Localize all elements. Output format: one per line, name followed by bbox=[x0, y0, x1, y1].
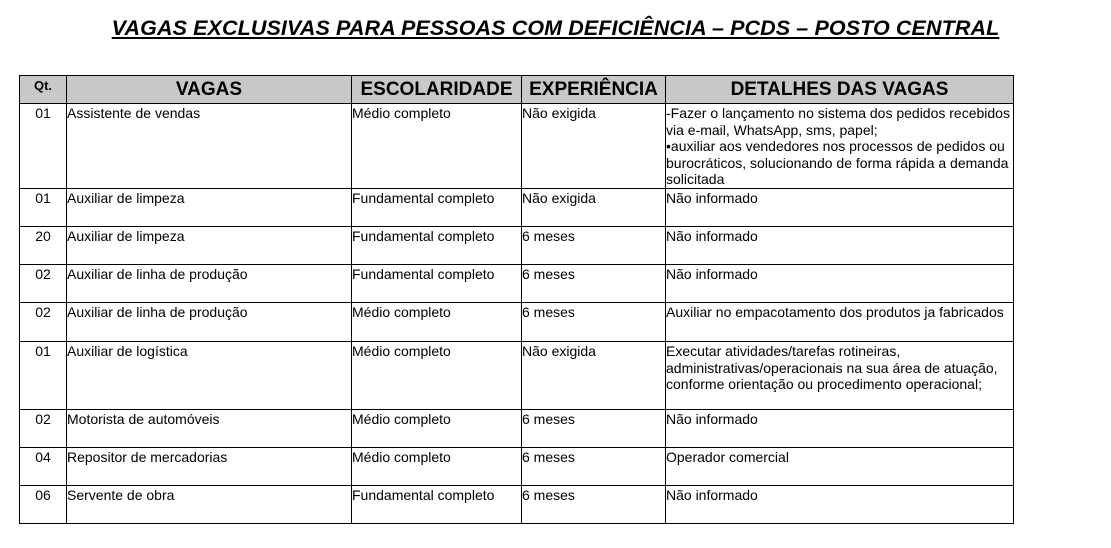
cell-escolaridade: Médio completo bbox=[352, 342, 522, 410]
cell-detalhes bbox=[666, 410, 1014, 448]
table-row bbox=[20, 265, 1014, 303]
cell-escolaridade: Médio completo bbox=[352, 104, 522, 189]
cell-escolaridade: Fundamental completo bbox=[352, 227, 522, 265]
header-row bbox=[20, 76, 1014, 104]
page-title: VAGAS EXCLUSIVAS PARA PESSOAS COM DEFICIÊNCIA – PCDS – POSTO CENTRAL bbox=[111, 16, 1000, 40]
header-experiencia: EXPERIÊNCIA bbox=[522, 76, 666, 104]
table-row bbox=[20, 303, 1014, 342]
cell-detalhes bbox=[666, 227, 1014, 265]
cell-qt: 02 bbox=[20, 303, 67, 342]
cell-escolaridade: Fundamental completo bbox=[352, 189, 522, 227]
table-header bbox=[20, 76, 1014, 104]
detalhes-line: •auxiliar aos vendedores nos processos de pedidos ou burocráticos, solucionando de forma rápida a demanda solicitada bbox=[666, 138, 1009, 188]
cell-qt: 02 bbox=[20, 265, 67, 303]
table-row bbox=[20, 448, 1014, 486]
cell-escolaridade: Fundamental completo bbox=[352, 265, 522, 303]
cell-detalhes bbox=[666, 448, 1014, 486]
cell-qt: 06 bbox=[20, 486, 67, 524]
cell-vaga: Servente de obra bbox=[67, 486, 352, 524]
cell-qt: 02 bbox=[20, 410, 67, 448]
header-vagas: VAGAS bbox=[67, 76, 352, 104]
cell-experiencia: Não exigida bbox=[522, 104, 666, 189]
cell-vaga: Auxiliar de linha de produção bbox=[67, 265, 352, 303]
cell-experiencia: 6 meses bbox=[522, 448, 666, 486]
header-escolaridade: ESCOLARIDADE bbox=[352, 76, 522, 104]
cell-vaga: Repositor de mercadorias bbox=[67, 448, 352, 486]
detalhes-line: Executar atividades/tarefas rotineiras, administrativas/operacionais na sua área de atuação, conforme orientação ou procedimento operacional; bbox=[666, 343, 998, 393]
table-row bbox=[20, 189, 1014, 227]
detalhes-line: Não informado bbox=[666, 190, 758, 206]
cell-experiencia: 6 meses bbox=[522, 227, 666, 265]
cell-qt: 01 bbox=[20, 189, 67, 227]
header-detalhes: DETALHES DAS VAGAS bbox=[666, 76, 1014, 104]
cell-detalhes bbox=[666, 189, 1014, 227]
table-row bbox=[20, 104, 1014, 189]
cell-vaga: Auxiliar de limpeza bbox=[67, 227, 352, 265]
cell-escolaridade: Fundamental completo bbox=[352, 486, 522, 524]
cell-experiencia: 6 meses bbox=[522, 265, 666, 303]
table-row bbox=[20, 486, 1014, 524]
detalhes-line: Não informado bbox=[666, 487, 758, 503]
cell-experiencia: Não exigida bbox=[522, 342, 666, 410]
cell-experiencia: 6 meses bbox=[522, 410, 666, 448]
cell-vaga: Motorista de automóveis bbox=[67, 410, 352, 448]
cell-detalhes bbox=[666, 104, 1014, 189]
detalhes-line: Não informado bbox=[666, 411, 758, 427]
cell-experiencia: 6 meses bbox=[522, 303, 666, 342]
cell-qt: 01 bbox=[20, 342, 67, 410]
table-row bbox=[20, 342, 1014, 410]
cell-experiencia: Não exigida bbox=[522, 189, 666, 227]
cell-vaga: Auxiliar de limpeza bbox=[67, 189, 352, 227]
cell-qt: 04 bbox=[20, 448, 67, 486]
cell-experiencia: 6 meses bbox=[522, 486, 666, 524]
cell-detalhes bbox=[666, 342, 1014, 410]
table-row bbox=[20, 410, 1014, 448]
detalhes-line: Não informado bbox=[666, 266, 758, 282]
job-table bbox=[19, 75, 1014, 524]
cell-vaga: Assistente de vendas bbox=[67, 104, 352, 189]
cell-detalhes bbox=[666, 303, 1014, 342]
cell-vaga: Auxiliar de linha de produção bbox=[67, 303, 352, 342]
detalhes-line: Auxiliar no empacotamento dos produtos ja fabricados bbox=[666, 304, 1004, 320]
cell-detalhes bbox=[666, 486, 1014, 524]
detalhes-line: Não informado bbox=[666, 228, 758, 244]
cell-escolaridade: Médio completo bbox=[352, 410, 522, 448]
cell-qt: 01 bbox=[20, 104, 67, 189]
cell-escolaridade: Médio completo bbox=[352, 303, 522, 342]
cell-escolaridade: Médio completo bbox=[352, 448, 522, 486]
header-qt: Qt. bbox=[20, 76, 67, 104]
detalhes-line: Operador comercial bbox=[666, 449, 789, 465]
table-body bbox=[20, 104, 1014, 524]
cell-qt: 20 bbox=[20, 227, 67, 265]
detalhes-line: -Fazer o lançamento no sistema dos pedidos recebidos via e-mail, WhatsApp, sms, papel; bbox=[666, 105, 1010, 138]
cell-vaga: Auxiliar de logística bbox=[67, 342, 352, 410]
cell-detalhes bbox=[666, 265, 1014, 303]
table-row bbox=[20, 227, 1014, 265]
